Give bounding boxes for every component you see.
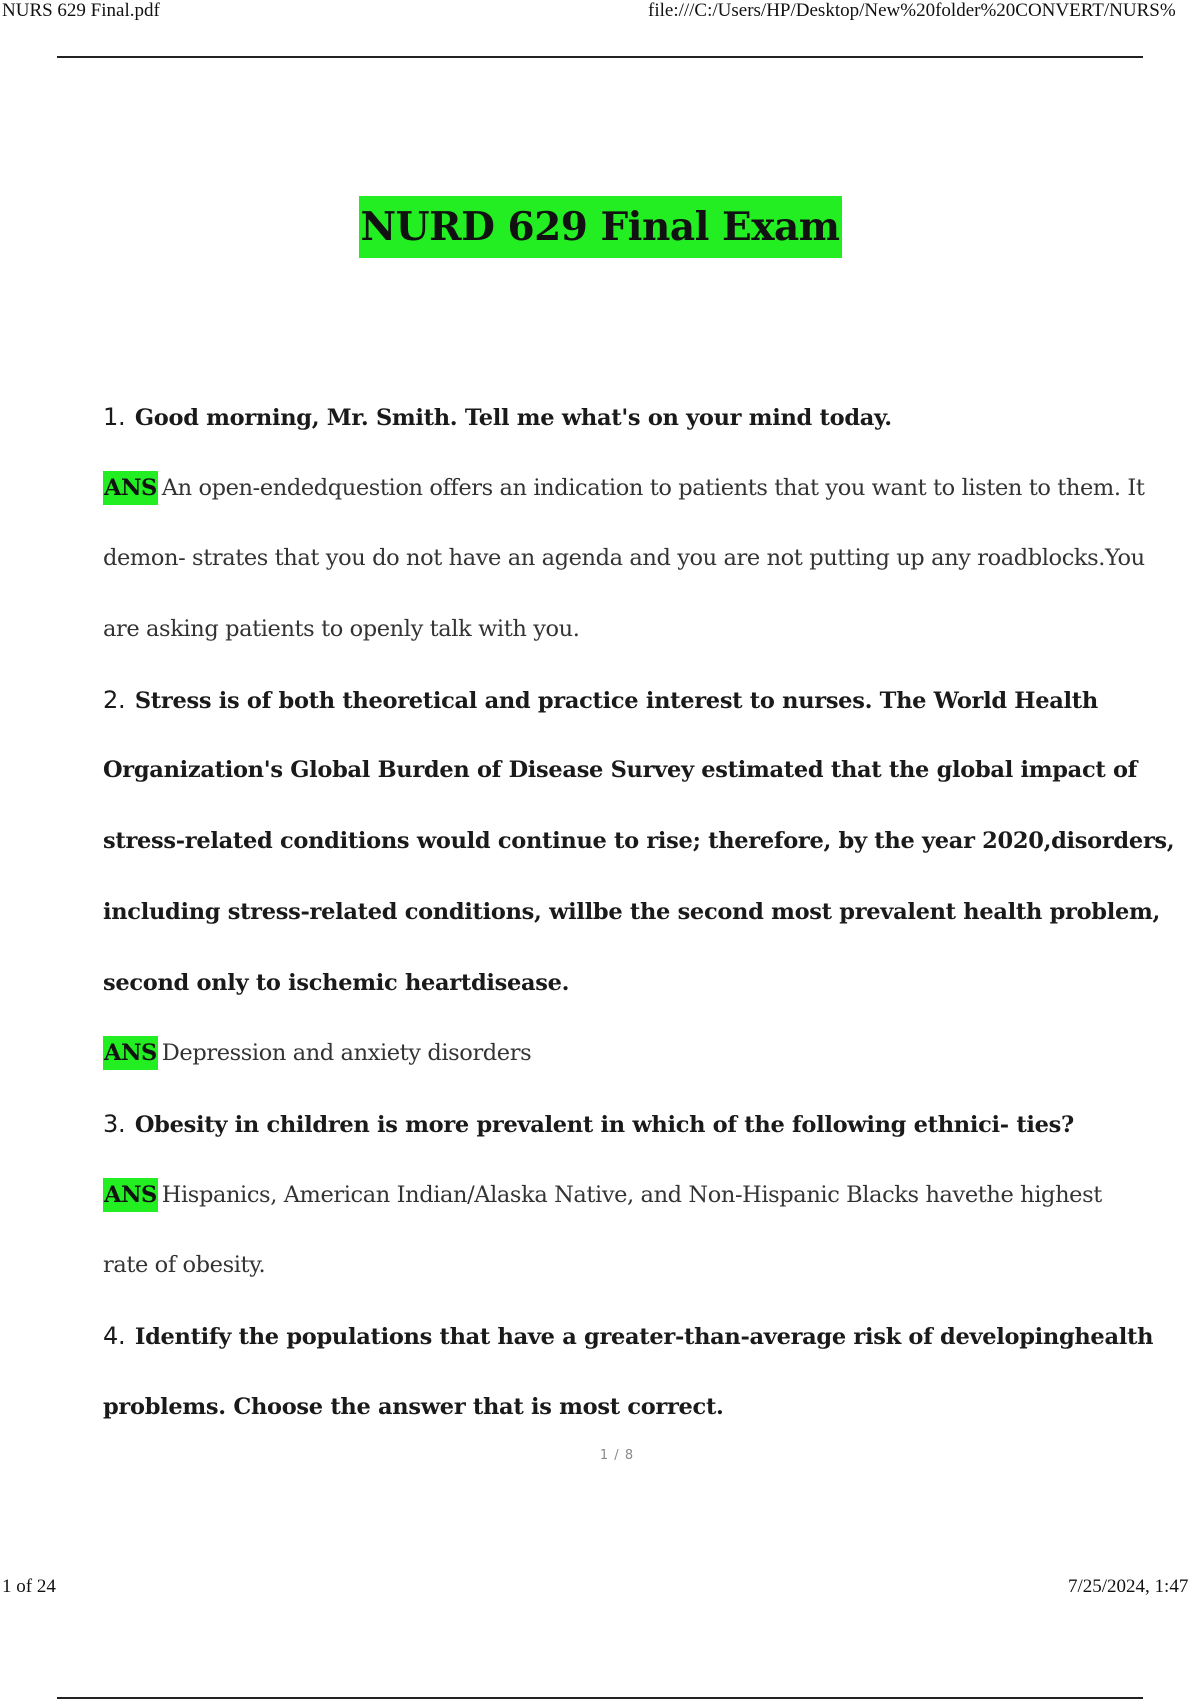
answer-text: are asking patients to openly talk with you. <box>103 616 580 643</box>
question-text: Stress is of both theoretical and practice interest to nurses. The World Health <box>134 687 1098 714</box>
print-file-path: file:///C:/Users/HP/Desktop/New%20folder%20CONVERT/NURS% <box>648 0 1176 21</box>
title-wrap <box>0 196 1200 258</box>
exam-content <box>103 382 1175 1442</box>
print-doc-title: NURS 629 Final.pdf <box>2 0 160 21</box>
question-line <box>103 806 1175 877</box>
print-header <box>0 0 1200 26</box>
question-text: Identify the populations that have a greater-than-average risk of developinghealth <box>134 1323 1154 1350</box>
question-line <box>103 1089 1123 1160</box>
print-timestamp: 7/25/2024, 1:47 <box>1068 1576 1189 1597</box>
question-number: 2. <box>103 685 126 714</box>
answer-text: An open-endedquestion offers an indication to patients that you want to listen to them. It <box>161 474 1145 501</box>
question-text: stress-related conditions would continue to rise; therefore, by the year 2020,disorders, <box>103 828 1175 855</box>
answer-line <box>103 453 1145 524</box>
question-line <box>103 877 1161 948</box>
question-line <box>103 382 1123 453</box>
question-line <box>103 735 1138 806</box>
answer-line <box>103 1230 1123 1301</box>
question-line <box>103 948 1123 1019</box>
header-rule <box>57 56 1143 58</box>
ans-label: ANS <box>103 471 158 505</box>
question-number: 3. <box>103 1109 126 1138</box>
answer-text: Hispanics, American Indian/Alaska Native, and Non-Hispanic Blacks havethe highest <box>161 1181 1102 1208</box>
document-title: NURD 629 Final Exam <box>359 196 842 258</box>
question-number: 4. <box>103 1321 126 1350</box>
answer-line <box>103 1018 1123 1089</box>
question-text: second only to ischemic heartdisease. <box>103 969 570 996</box>
question-text: Good morning, Mr. Smith. Tell me what's on your mind today. <box>134 405 892 431</box>
answer-text: rate of obesity. <box>103 1252 266 1279</box>
question-text: problems. Choose the answer that is most correct. <box>103 1393 724 1420</box>
question-line <box>103 665 1123 736</box>
page-number: 1 / 8 <box>599 1448 635 1463</box>
question-text: including stress-related conditions, willbe the second most prevalent health problem, <box>103 898 1161 925</box>
answer-text: demon- strates that you do not have an agenda and you are not putting up any roadblocks.You <box>103 545 1145 572</box>
footer-rule <box>57 1697 1143 1699</box>
question-text: Organization's Global Burden of Disease Survey estimated that the global impact of <box>103 757 1138 784</box>
ans-label: ANS <box>103 1178 158 1212</box>
question-number: 1. <box>103 403 126 431</box>
answer-line <box>103 594 1123 665</box>
answer-text: Depression and anxiety disorders <box>161 1040 532 1067</box>
question-line <box>103 1372 1123 1443</box>
question-line <box>103 1301 1154 1372</box>
answer-line <box>103 523 1145 594</box>
question-text: Obesity in children is more prevalent in which of the following ethnici- ties? <box>134 1111 1074 1138</box>
answer-line <box>103 1160 1123 1231</box>
ans-label: ANS <box>103 1036 158 1070</box>
print-page-count: 1 of 24 <box>2 1576 56 1597</box>
